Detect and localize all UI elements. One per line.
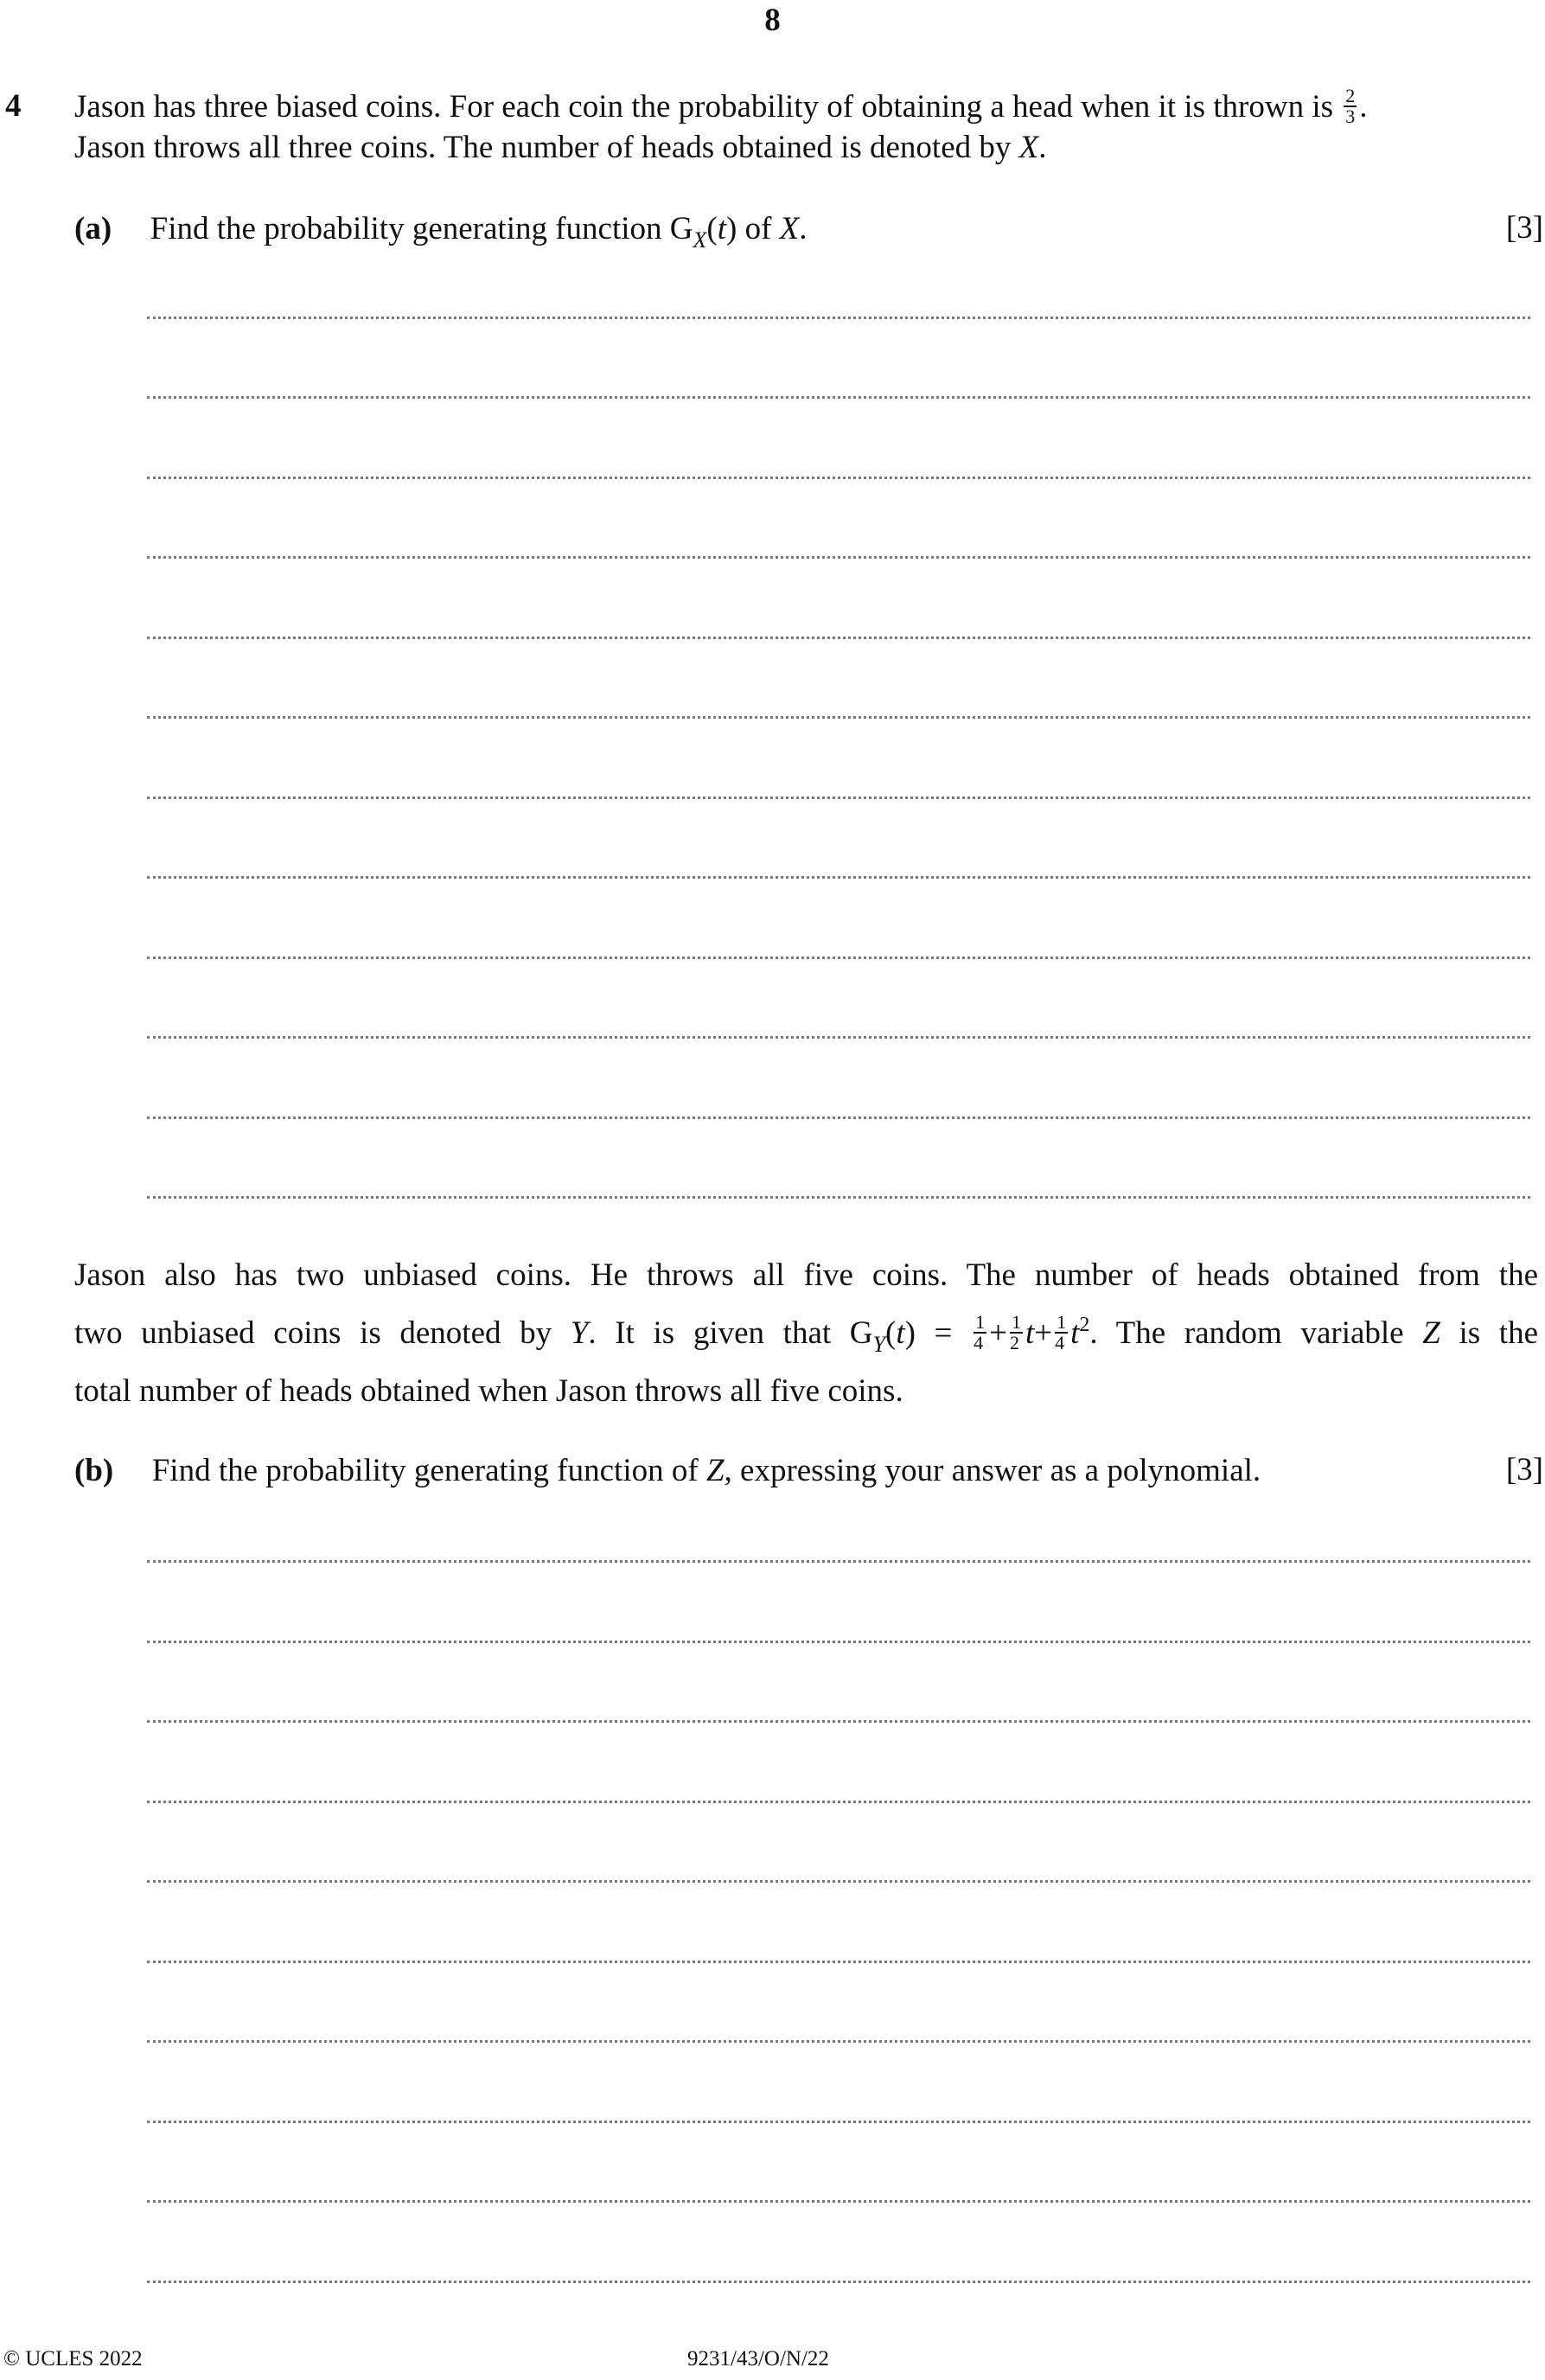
fraction-numerator: 1 bbox=[1011, 1310, 1021, 1333]
footer-copyright: © UCLES 2022 bbox=[3, 2347, 143, 2370]
answer-line[interactable] bbox=[147, 477, 1530, 479]
variable-x: X bbox=[1018, 130, 1039, 165]
plus-sign: + bbox=[989, 1315, 1007, 1351]
question-intro-line2 bbox=[74, 128, 1046, 168]
middle-line2-post: . The random variable bbox=[1089, 1315, 1423, 1351]
part-a-text-mid: of bbox=[737, 211, 780, 246]
intro-line2-period: . bbox=[1038, 130, 1047, 165]
part-a-label: (a) bbox=[74, 211, 112, 246]
variable-t: t bbox=[1025, 1315, 1035, 1351]
fraction-denominator: 4 bbox=[974, 1331, 984, 1353]
page-number: 8 bbox=[764, 3, 781, 38]
middle-arg: (t) = bbox=[884, 1315, 953, 1351]
footer-paper-code: 9231/43/O/N/22 bbox=[687, 2347, 829, 2370]
answer-line[interactable] bbox=[147, 1196, 1530, 1199]
answer-line[interactable] bbox=[147, 2040, 1530, 2043]
part-a-arg: (t) bbox=[706, 211, 737, 246]
answer-line[interactable] bbox=[147, 797, 1530, 799]
part-a-text: Find the probability generating function G bbox=[150, 211, 693, 246]
question-number: 4 bbox=[5, 88, 22, 124]
part-a-question bbox=[74, 209, 808, 252]
middle-line2-mid: . It is given that G bbox=[588, 1315, 873, 1351]
part-a-period: . bbox=[799, 211, 808, 246]
answer-line[interactable] bbox=[147, 956, 1530, 959]
answer-line[interactable] bbox=[147, 396, 1530, 399]
answer-line[interactable] bbox=[147, 1880, 1530, 1883]
answer-line[interactable] bbox=[147, 556, 1530, 559]
answer-line[interactable] bbox=[147, 637, 1530, 639]
part-b-variable: Z bbox=[705, 1453, 725, 1488]
part-b-question bbox=[74, 1451, 1261, 1491]
answer-line[interactable] bbox=[147, 1641, 1530, 1643]
plus-sign: + bbox=[1034, 1315, 1053, 1351]
variable-t: t bbox=[1070, 1315, 1080, 1351]
answer-line[interactable] bbox=[147, 317, 1530, 319]
part-b-text-post: , expressing your answer as a polynomial. bbox=[724, 1453, 1261, 1488]
middle-line2-text: two unbiased coins is denoted by bbox=[74, 1315, 571, 1351]
part-b-label: (b) bbox=[74, 1453, 114, 1488]
fraction-one-half bbox=[1009, 1310, 1023, 1353]
question-intro-line1 bbox=[74, 84, 1527, 130]
answer-line[interactable] bbox=[147, 1961, 1530, 1963]
middle-line1: Jason also has two unbiased coins. He throws all five coins. The number of heads obtained from the bbox=[74, 1257, 1538, 1293]
answer-line[interactable] bbox=[147, 2281, 1530, 2283]
probability-fraction bbox=[1344, 86, 1357, 126]
middle-line2 bbox=[74, 1310, 1539, 1357]
answer-line[interactable] bbox=[147, 876, 1530, 879]
answer-line[interactable] bbox=[147, 1036, 1530, 1039]
answer-line[interactable] bbox=[147, 1116, 1530, 1119]
fraction-numerator: 1 bbox=[1057, 1310, 1067, 1333]
middle-subscript-y: Y bbox=[872, 1332, 885, 1357]
answer-line[interactable] bbox=[147, 716, 1530, 719]
fraction-numerator: 2 bbox=[1345, 84, 1356, 106]
exponent: 2 bbox=[1079, 1314, 1090, 1336]
fraction-denominator: 4 bbox=[1055, 1331, 1065, 1353]
part-b-marks: [3] bbox=[1505, 1452, 1543, 1488]
variable-y: Y bbox=[570, 1315, 589, 1351]
part-a-marks: [3] bbox=[1505, 210, 1543, 246]
fraction-one-quarter bbox=[1055, 1310, 1068, 1353]
variable-z: Z bbox=[1422, 1315, 1440, 1351]
part-a-variable: X bbox=[779, 211, 800, 246]
part-a-subscript: X bbox=[693, 227, 707, 253]
intro-text: Jason has three biased coins. For each coin the probability of obtaining a head when it is thrown is bbox=[74, 89, 1334, 125]
answer-line[interactable] bbox=[147, 1560, 1530, 1563]
answer-line[interactable] bbox=[147, 1720, 1530, 1723]
fraction-denominator: 2 bbox=[1009, 1331, 1019, 1353]
middle-line2-end: is the bbox=[1440, 1315, 1539, 1351]
fraction-denominator: 3 bbox=[1345, 105, 1356, 127]
intro-line2-text: Jason throws all three coins. The number of heads obtained is denoted by bbox=[74, 130, 1012, 165]
part-b-text: Find the probability generating function of bbox=[151, 1453, 706, 1488]
answer-line[interactable] bbox=[147, 1801, 1530, 1803]
fraction-one-quarter bbox=[974, 1310, 986, 1353]
fraction-numerator: 1 bbox=[975, 1310, 986, 1333]
answer-line[interactable] bbox=[147, 2200, 1530, 2203]
intro-period: . bbox=[1359, 89, 1368, 125]
middle-line3: total number of heads obtained when Jason throws all five coins. bbox=[74, 1373, 903, 1409]
answer-line[interactable] bbox=[147, 2121, 1530, 2123]
